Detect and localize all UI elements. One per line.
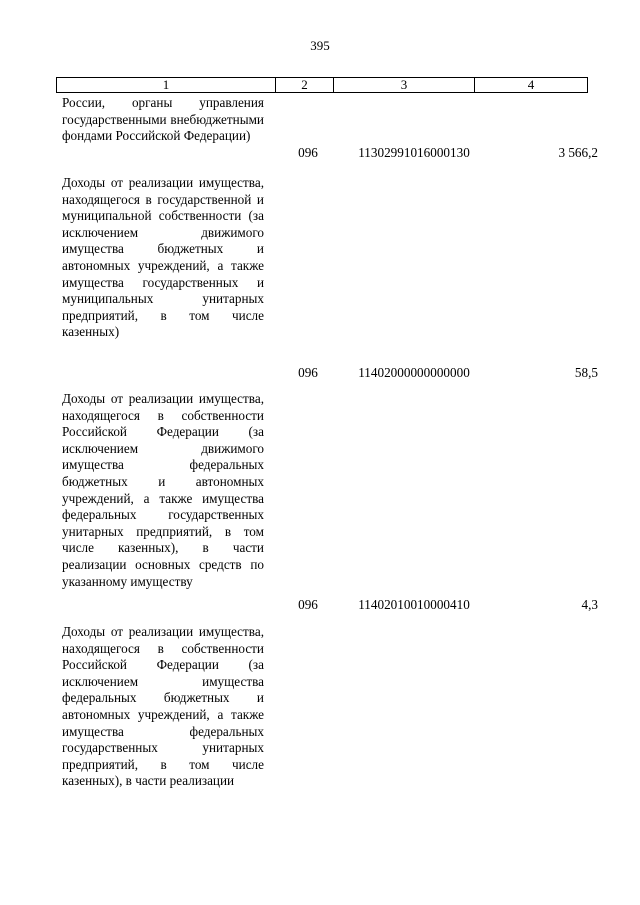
page-number: 395 [310,38,330,53]
column-header-4: 4 [475,78,588,93]
row-code: 096 [298,145,318,160]
row-kbk: 11402010010000410 [358,597,470,612]
row-kbk: 11402000000000000 [358,365,470,380]
row-name: России, органы управления государственными внебюджетными фондами Российской Федерации) [62,95,264,144]
table-header-row [57,78,588,93]
row-value: 4,3 [581,597,598,612]
column-header-1: 1 [57,78,276,93]
column-header-2: 2 [276,78,334,93]
row-name: Доходы от реализации имущества, находящегося в собственности Российской Федерации (за исключением движимого имущества федеральных бюджетных и автономных учреждений, а также имущества федеральных государственных унитарных предприятий, в том числе казенных), в части реализации основных средств по указанному имуществу [62,391,264,589]
row-kbk: 11302991016000130 [358,145,470,160]
table-header [56,77,588,93]
row-value: 58,5 [574,365,598,380]
column-header-3: 3 [334,78,475,93]
row-code: 096 [298,597,318,612]
row-value: 3 566,2 [558,145,598,160]
row-name: Доходы от реализации имущества, находящегося в государственной и муниципальной собственности (за исключением движимого имущества бюджетных и автономных учреждений, а также имущества государственных и муниципальных унитарных предприятий, в том числе казенных) [62,175,264,340]
row-code: 096 [298,365,318,380]
row-name: Доходы от реализации имущества, находящегося в собственности Российской Федерации (за исключением имущества федеральных бюджетных и автономных учреждений, а также имущества федеральных государственных унитарных предприятий, в том числе казенных), в части реализации [62,624,264,789]
